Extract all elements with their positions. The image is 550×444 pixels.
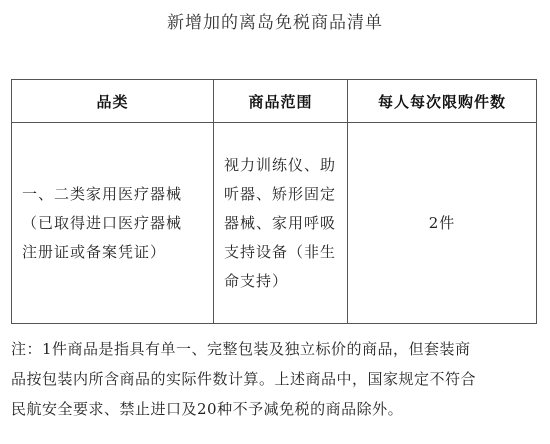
footnote-line: 品按包装内所含商品的实际件数计算。上述商品中，国家规定不符合	[11, 370, 477, 388]
footnote-line: 民航安全要求、禁止进口及20种不予减免税的商品除外。	[11, 400, 404, 418]
scope-line: 命支持）	[224, 271, 289, 290]
category-line: 一、二类家用医疗器械	[22, 184, 183, 203]
document-title: 新增加的离岛免税商品清单	[167, 13, 383, 33]
cell-category	[12, 123, 214, 324]
table-row	[12, 123, 537, 324]
category-line: 注册证或备案凭证）	[22, 242, 167, 261]
cell-scope	[214, 123, 348, 324]
header-limit: 每人每次限购件数	[348, 80, 537, 123]
product-table	[11, 79, 537, 324]
footnote	[11, 334, 541, 424]
header-category: 品类	[12, 80, 214, 123]
scope-line: 器械、家用呼吸	[224, 213, 337, 232]
footnote-line: 注：1件商品是指具有单一、完整包装及独立标价的商品，但套装商	[11, 340, 471, 358]
header-scope: 商品范围	[214, 80, 348, 123]
scope-line: 视力训练仪、助	[224, 155, 337, 174]
scope-line: 支持设备（非生	[224, 242, 337, 261]
scope-line: 听器、矫形固定	[224, 184, 337, 203]
table-header-row	[12, 80, 537, 123]
cell-limit: 2件	[348, 123, 537, 324]
category-line: （已取得进口医疗器械	[22, 213, 183, 232]
